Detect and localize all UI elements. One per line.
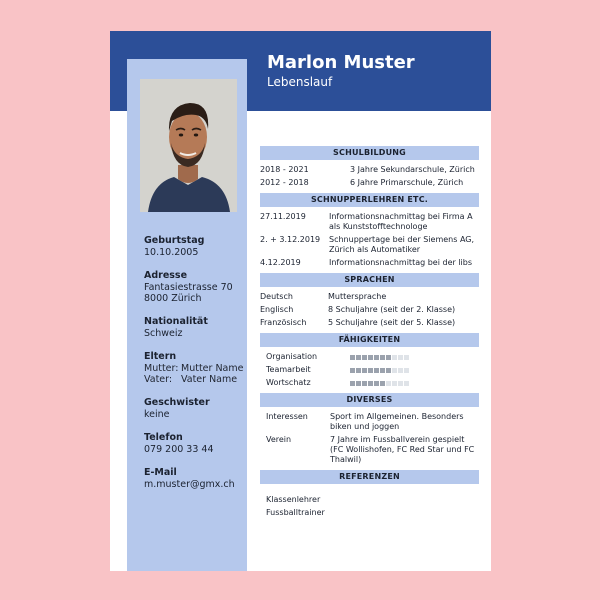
skills-list [260,352,479,388]
internship-row [260,212,479,232]
sidebar [127,59,247,571]
section-header-misc: DIVERSES [260,393,479,407]
skill-rating [350,378,410,388]
school-period: 2018 - 2021 [260,165,309,174]
skill-rating-square [356,368,361,373]
skill-rating-square [356,381,361,386]
skill-rating-square [362,355,367,360]
skill-rating-square [380,381,385,386]
parents-block [144,351,256,385]
email-value: m.muster@gmx.ch [144,479,235,490]
school-row [260,165,479,175]
school-desc: 6 Jahre Primarschule, Zürich [350,178,464,187]
section-header-skills: FÄHIGKEITEN [260,333,479,347]
nationality-label: Nationalität [144,316,208,327]
school-desc: 3 Jahre Sekundarschule, Zürich [350,165,475,174]
birthdate-block [144,235,256,258]
language-level: Muttersprache [328,292,387,301]
skill-rating-square [362,368,367,373]
language-name: Deutsch [260,292,293,301]
skill-rating-square [356,355,361,360]
birthdate-label: Geburtstag [144,235,205,246]
skill-rating-square [350,368,355,373]
skill-row [260,352,479,362]
language-name: Französisch [260,318,307,327]
address-block [144,270,256,304]
internship-row [260,258,479,268]
phone-block [144,432,256,455]
skill-rating-square [380,355,385,360]
internship-desc: Informationsnachmittag bei Firma A als Kunststofftechnologe [329,212,473,231]
internship-row [260,235,479,255]
skill-rating-square [374,355,379,360]
misc-row [260,435,479,465]
misc-desc: 7 Jahre im Fussballverein gespielt (FC Wollishofen, FC Red Star und FC Thalwil) [330,435,475,464]
language-row [260,305,479,315]
siblings-label: Geschwister [144,397,210,408]
skill-rating-square [368,381,373,386]
person-name: Marlon Muster [267,52,415,73]
father-value: Vater Name [181,374,238,385]
skill-rating [350,352,410,362]
email-label: E-Mail [144,467,177,478]
phone-label: Telefon [144,432,183,443]
address-label: Adresse [144,270,188,281]
language-row [260,318,479,328]
internship-list [260,212,479,268]
email-block [144,467,256,490]
skill-row [260,378,479,388]
skill-rating [350,365,410,375]
main-content [260,146,479,523]
skill-name: Teamarbeit [266,365,311,374]
misc-desc: Sport im Allgemeinen. Besonders biken und joggen [330,412,464,431]
reference-item: Fussballtrainer [266,508,325,517]
school-period: 2012 - 2018 [260,178,309,187]
skill-rating-square [398,355,403,360]
siblings-block [144,397,256,420]
internship-date: 27.11.2019 [260,212,306,221]
language-row [260,292,479,302]
skill-rating-square [350,381,355,386]
skill-rating-square [386,381,391,386]
siblings-value: keine [144,409,170,420]
father-row [144,374,256,385]
address-street: Fantasiestrasse 70 [144,282,233,293]
internship-desc: Schnuppertage bei der Siemens AG, Zürich als Automatiker [329,235,475,254]
address-city: 8000 Zürich [144,293,202,304]
internship-date: 4.12.2019 [260,258,301,267]
language-name: Englisch [260,305,294,314]
skill-name: Organisation [266,352,318,361]
section-header-internships: SCHNUPPERLEHREN ETC. [260,193,479,207]
misc-row [260,412,479,432]
personal-info [144,235,256,502]
skill-rating-square [386,355,391,360]
skill-rating-square [392,381,397,386]
internship-desc: Informationsnachmittag bei der libs [329,258,473,267]
document-subtitle: Lebenslauf [267,75,333,89]
reference-item: Klassenlehrer [266,495,321,504]
internship-date: 2. + 3.12.2019 [260,235,321,244]
skill-rating-square [404,355,409,360]
skill-rating-square [350,355,355,360]
skill-name: Wortschatz [266,378,311,387]
section-header-references: REFERENZEN [260,470,479,484]
skill-rating-square [404,368,409,373]
language-level: 5 Schuljahre (seit der 5. Klasse) [328,318,456,327]
mother-value: Mutter Name [181,363,244,374]
language-list [260,292,479,328]
skill-rating-square [392,368,397,373]
skill-rating-square [368,355,373,360]
father-key: Vater: [144,374,173,385]
section-header-school: SCHULBILDUNG [260,146,479,160]
skill-rating-square [362,381,367,386]
section-header-languages: SPRACHEN [260,273,479,287]
skill-rating-square [380,368,385,373]
skill-rating-square [398,368,403,373]
skill-rating-square [374,368,379,373]
misc-key: Verein [266,435,292,444]
birthdate-value: 10.10.2005 [144,247,199,258]
profile-photo [140,79,237,212]
language-level: 8 Schuljahre (seit der 2. Klasse) [328,305,456,314]
nationality-block [144,316,256,339]
school-row [260,178,479,188]
nationality-value: Schweiz [144,328,183,339]
misc-list [260,412,479,465]
resume-page [110,31,491,571]
skill-rating-square [392,355,397,360]
skill-row [260,365,479,375]
phone-value: 079 200 33 44 [144,444,214,455]
parents-label: Eltern [144,351,177,362]
misc-key: Interessen [266,412,308,421]
skill-rating-square [404,381,409,386]
skill-rating-square [368,368,373,373]
mother-key: Mutter: [144,363,179,374]
skill-rating-square [386,368,391,373]
skill-rating-square [374,381,379,386]
skill-rating-square [398,381,403,386]
school-list [260,165,479,188]
reference-list [260,489,479,518]
mother-row [144,363,256,374]
